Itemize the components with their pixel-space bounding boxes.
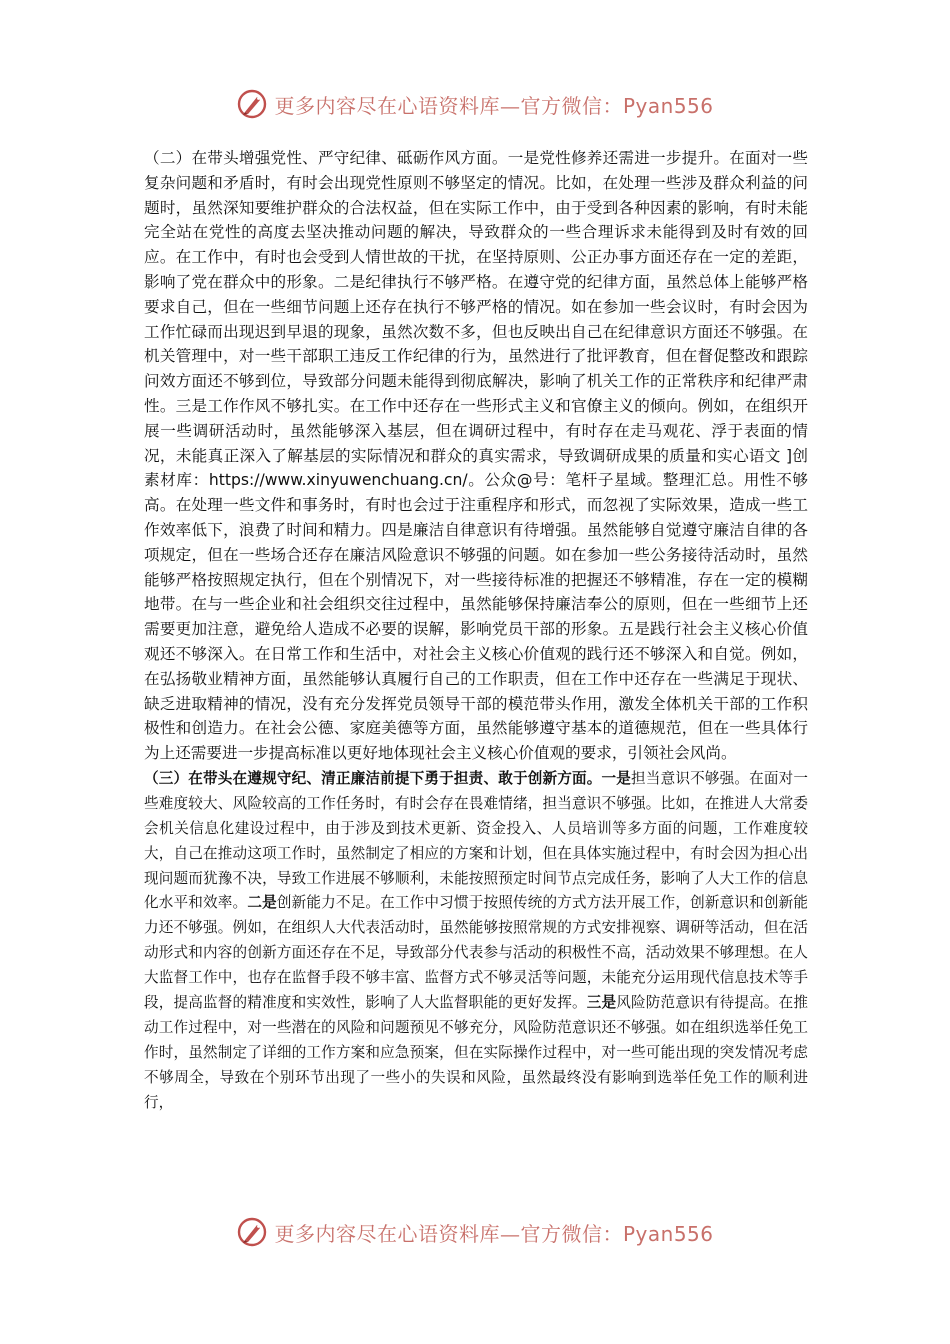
watermark-footer: [0, 1212, 950, 1252]
watermark-handle: Pyan556: [622, 1221, 714, 1246]
watermark-text: 更多内容尽在心语资料库—官方微信：Pyan556: [274, 93, 714, 118]
point-2-text: 创新能力不足。在工作中习惯于按照传统的方式方法开展工作，创新意识和创新能力还不够强。例如，在组织人大代表活动时，虽然能够按照常规的方式安排视察、调研等活动，但在活动形式和内容的创新方面还存在不足，导致部分代表参与活动的积极性不高，活动效果不够理想。在人大监督工作中，也存在监督手段不够丰富、监督方式不够灵活等问题，未能充分运用现代信息技术等手段，提高监督的精准度和实效性，影响了人大监督职能的更好发挥。: [144, 894, 808, 1012]
watermark-text: 更多内容尽在心语资料库—官方微信：Pyan556: [274, 1221, 714, 1246]
point-1-text: 担当意识不够强。在面对一些难度较大、风险较高的工作任务时，有时会存在畏难情绪，担当意识不够强。比如，在推进人大常委会机关信息化建设过程中，由于涉及到技术更新、资金投入、人员培训等多方面的问题，工作难度较大，自己在推动这项工作时，虽然制定了相应的方案和计划，但在具体实施过程中，有时会因为担心出现问题而犹豫不决，导致工作进展不够顺利，未能按照预定时间节点完成任务，影响了人大工作的信息化水平和效率。: [144, 769, 808, 912]
pen-logo-icon: [236, 88, 268, 120]
pen-logo-icon: [236, 1216, 268, 1248]
watermark-handle: Pyan556: [622, 93, 714, 118]
watermark-header: [0, 84, 950, 124]
section-3-heading: （三）在带头在遵规守纪、清正廉洁前提下勇于担责、敢于创新方面。: [144, 769, 602, 787]
point-2-label: 二是: [247, 894, 277, 912]
point-3-label: 三是: [586, 994, 617, 1012]
document-body: [144, 146, 808, 1116]
point-1-label: 一是: [601, 769, 632, 787]
section-3-paragraph: [144, 767, 808, 1116]
section-2-paragraph: （二）在带头增强党性、严守纪律、砥砺作风方面。一是党性修养还需进一步提升。在面对一些复杂问题和矛盾时，有时会出现党性原则不够坚定的情况。比如，在处理一些涉及群众利益的问题时，虽然深知要维护群众的合法权益，但在实际工作中，由于受到各种因素的影响，有时未能完全站在党性的高度去坚决推动问题的解决，导致群众的一些合理诉求未能得到及时有效的回应。在工作中，有时也会受到人情世故的干扰，在坚持原则、公正办事方面还存在一定的差距，影响了党在群众中的形象。二是纪律执行不够严格。在遵守党的纪律方面，虽然总体上能够严格要求自己，但在一些细节问题上还存在执行不够严格的情况。如在参加一些会议时，有时会因为工作忙碌而出现迟到早退的现象，虽然次数不多，但也反映出自己在纪律意识方面还不够强。在机关管理中，对一些干部职工违反工作纪律的行为，虽然进行了批评教育，但在督促整改和跟踪问效方面还不够到位，导致部分问题未能得到彻底解决，影响了机关工作的正常秩序和纪律严肃性。三是工作作风不够扎实。在工作中还存在一些形式主义和官僚主义的倾向。例如，在组织开展一些调研活动时，虽然能够深入基层，但在调研过程中，有时存在走马观花、浮于表面的情况，未能真正深入了解基层的实际情况和群众的真实需求，导致调研成果的质量和实心语文 ]创素材库：https://www.xinyuwenchuang.cn/。公众@号：笔杆子星域。整理汇总。用性不够高。在处理一些文件和事务时，有时也会过于注重程序和形式，而忽视了实际效果，造成一些工作效率低下，浪费了时间和精力。四是廉洁自律意识有待增强。虽然能够自觉遵守廉洁自律的各项规定，但在一些场合还存在廉洁风险意识不够强的问题。如在参加一些公务接待活动时，虽然能够严格按照规定执行，但在个别情况下，对一些接待标准的把握还不够精准，存在一定的模糊地带。在与一些企业和社会组织交往过程中，虽然能够保持廉洁奉公的原则，但在一些细节上还需要更加注意，避免给人造成不必要的误解，影响党员干部的形象。五是践行社会主义核心价值观还不够深入。在日常工作和生活中，对社会主义核心价值观的践行还不够深入和自觉。例如，在弘扬敬业精神方面，虽然能够认真履行自己的工作职责，但在工作中还存在一些满足于现状、缺乏进取精神的情况，没有充分发挥党员领导干部的模范带头作用，激发全体机关干部的工作积极性和创造力。在社会公德、家庭美德等方面，虽然能够遵守基本的道德规范，但在一些具体行为上还需要进一步提高标准以更好地体现社会主义核心价值观的要求，引领社会风尚。: [144, 149, 808, 763]
point-3-text: 风险防范意识有待提高。在推动工作过程中，对一些潜在的风险和问题预见不够充分，风险防范意识还不够强。如在组织选举任免工作时，虽然制定了详细的工作方案和应急预案，但在实际操作过程中，对一些可能出现的突发情况考虑不够周全，导致在个别环节出现了一些小的失误和风险，虽然最终没有影响到选举任免工作的顺利进行，: [144, 994, 808, 1111]
